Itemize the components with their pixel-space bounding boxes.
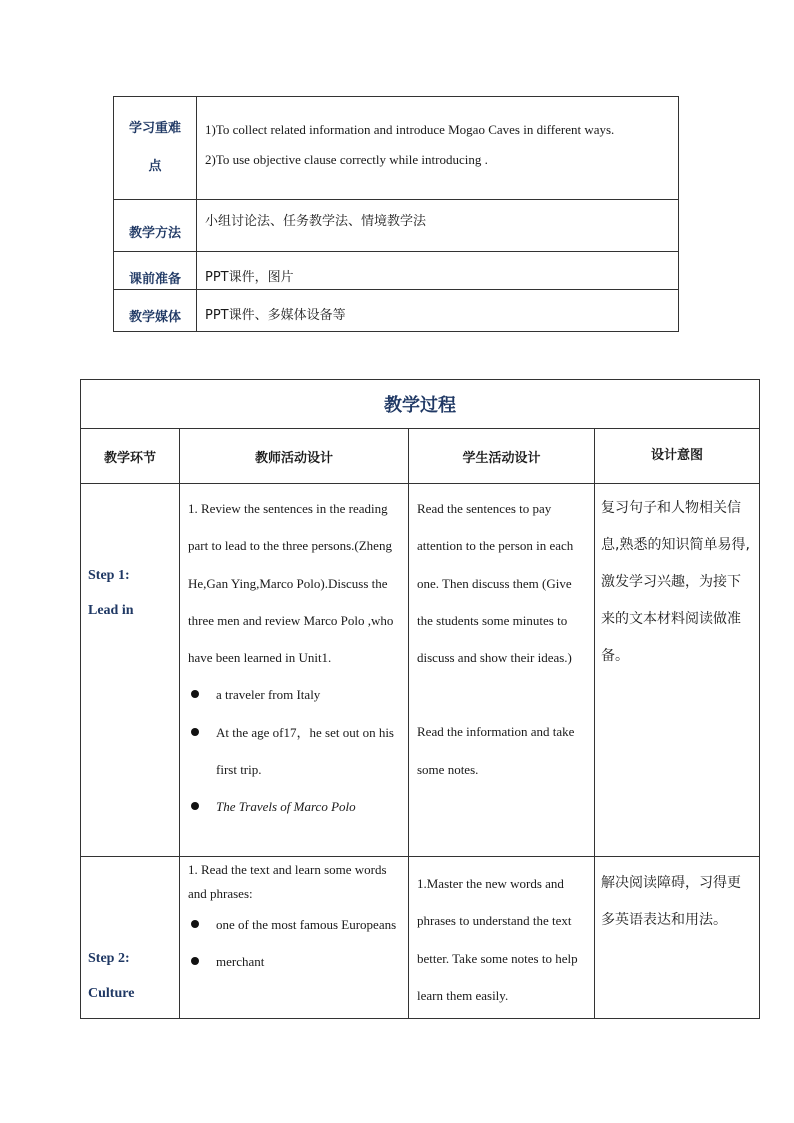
step2-number: Step 2: bbox=[88, 951, 130, 966]
header-student: 学生活动设计 bbox=[409, 429, 595, 484]
objectives-table bbox=[113, 96, 679, 332]
step1-intent: 复习句子和人物相关信息,熟悉的知识简单易得,激发学习兴趣，为接下来的文本材料阅读做准备。 bbox=[601, 500, 750, 664]
step2-intent-cell bbox=[595, 857, 760, 1019]
key-point-1: 1)To collect related information and introduce Mogao Caves in different ways. bbox=[205, 122, 615, 137]
key-points-cell bbox=[197, 97, 679, 200]
step1-number: Step 1: bbox=[88, 568, 130, 583]
step1-student-activity: Read the sentences to pay attention to the person in each one. Then discuss them (Give the students some minutes to discuss and show their ideas.) bbox=[417, 501, 574, 666]
list-item: The Travels of Marco Polo bbox=[188, 788, 400, 825]
step2-teacher-cell bbox=[180, 857, 409, 1019]
header-teacher: 教师活动设计 bbox=[180, 429, 409, 484]
list-item: At the age of17，he set out on his first trip. bbox=[188, 714, 400, 789]
media-cell bbox=[197, 290, 679, 332]
label-key-points: 学习重难点 bbox=[114, 97, 197, 200]
media-text: PPT课件、多媒体设备等 bbox=[205, 308, 346, 323]
list-item: one of the most famous Europeans bbox=[188, 906, 400, 943]
list-item: a traveler from Italy bbox=[188, 676, 400, 713]
process-title: 教学过程 bbox=[81, 380, 760, 429]
step2-title: Culture bbox=[88, 986, 135, 1001]
process-table bbox=[80, 379, 760, 1019]
bullet-icon bbox=[191, 690, 199, 698]
step1-student-notes: Read the information and take some notes. bbox=[417, 724, 575, 777]
preparation-cell bbox=[197, 252, 679, 290]
step1-teacher-intro: 1. Review the sentences in the reading part to lead to the three persons.(Zheng He,Gan Ying,Marco Polo).Discuss the three men and review Marco Polo ,who have been learned in Unit1. bbox=[188, 501, 394, 666]
label-media: 教学媒体 bbox=[114, 290, 197, 332]
step1-title: Lead in bbox=[88, 603, 134, 618]
step1-student-cell bbox=[409, 484, 595, 857]
step2-intent: 解决阅读障碍，习得更多英语表达和用法。 bbox=[601, 875, 741, 928]
method-text: 小组讨论法、任务教学法、情境教学法 bbox=[205, 214, 427, 229]
header-intent: 设计意图 bbox=[595, 429, 760, 484]
label-preparation: 课前准备 bbox=[114, 252, 197, 290]
label-method: 教学方法 bbox=[114, 200, 197, 252]
preparation-text: PPT课件，图片 bbox=[205, 270, 294, 285]
step2-student-cell bbox=[409, 857, 595, 1019]
bullet-icon bbox=[191, 920, 199, 928]
step2-label bbox=[81, 857, 180, 1019]
method-cell bbox=[197, 200, 679, 252]
bullet-icon bbox=[191, 802, 199, 810]
key-point-2: 2)To use objective clause correctly while introducing . bbox=[205, 152, 488, 167]
step2-teacher-intro: 1. Read the text and learn some words and phrases: bbox=[188, 862, 387, 901]
bullet-icon bbox=[191, 728, 199, 736]
list-item: merchant bbox=[188, 943, 400, 980]
header-stage: 教学环节 bbox=[81, 429, 180, 484]
step1-label bbox=[81, 484, 180, 857]
step1-bullet-list bbox=[188, 676, 400, 825]
bullet-icon bbox=[191, 957, 199, 965]
step1-teacher-cell bbox=[180, 484, 409, 857]
step2-student-activity: 1.Master the new words and phrases to understand the text better. Take some notes to help learn them easily. bbox=[417, 876, 578, 1003]
step2-bullet-list bbox=[188, 906, 400, 981]
step1-intent-cell bbox=[595, 484, 760, 857]
